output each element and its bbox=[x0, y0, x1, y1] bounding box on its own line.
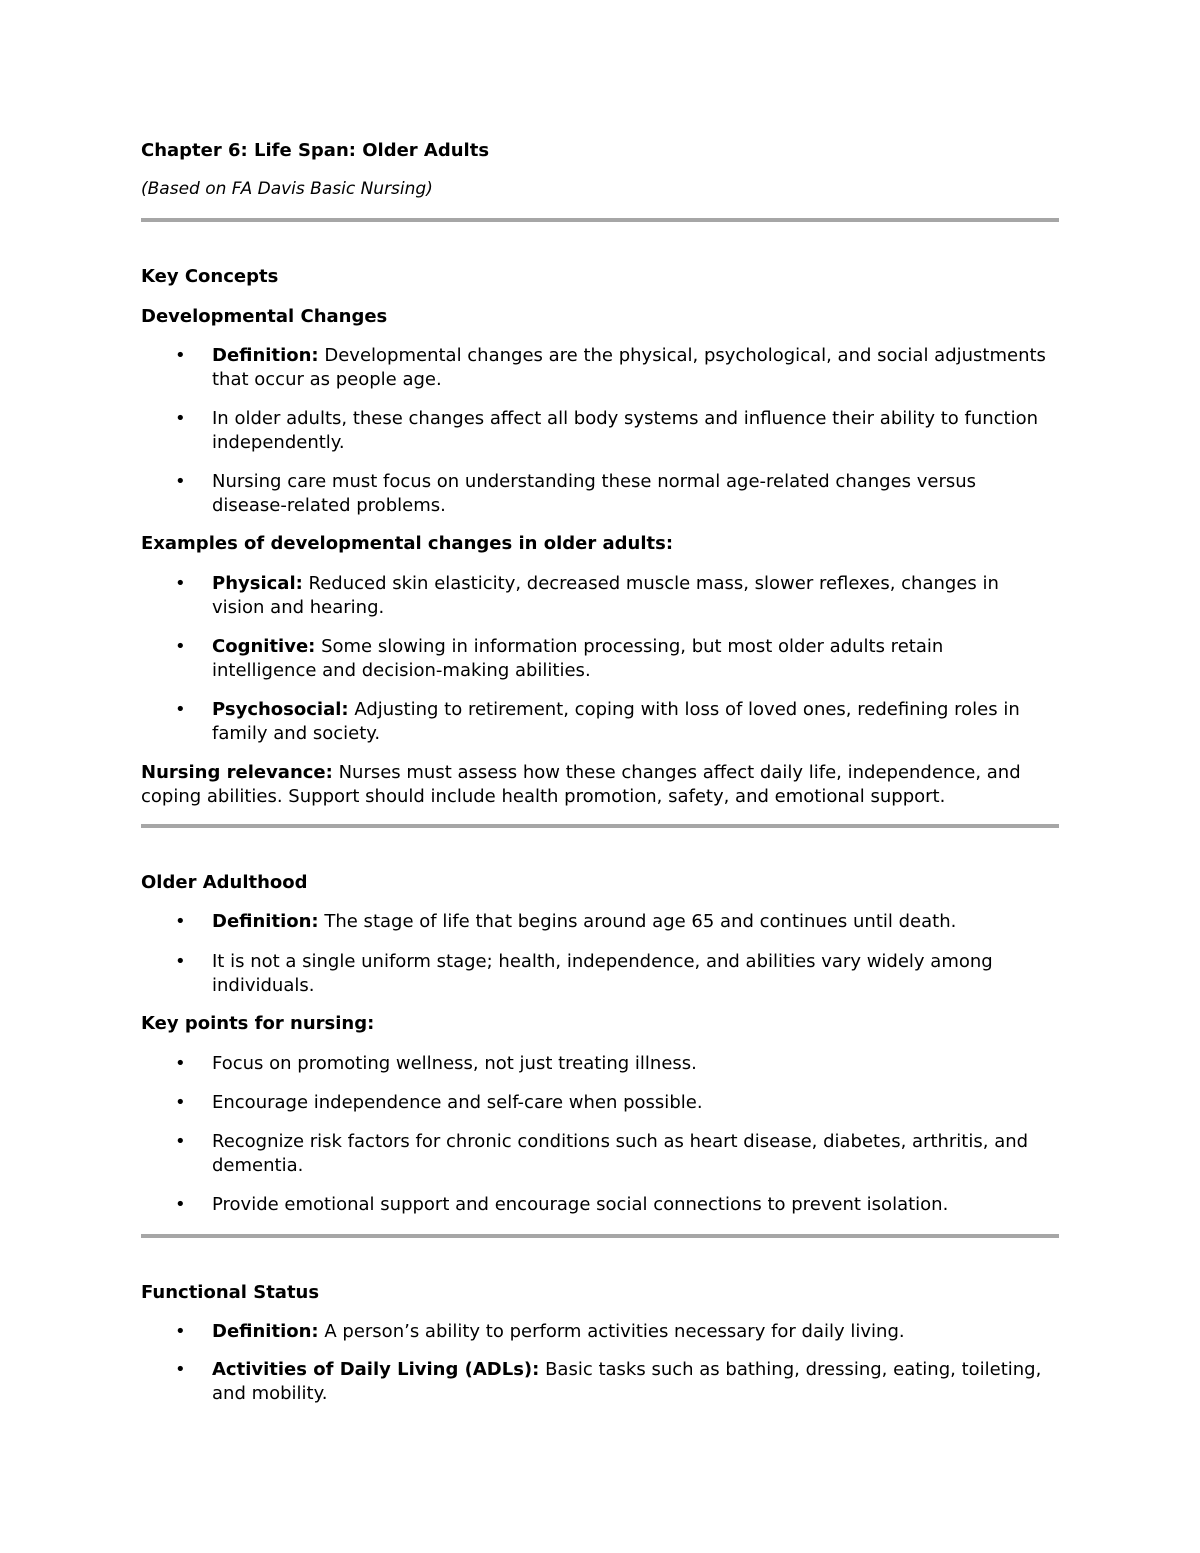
document-title: Chapter 6: Life Span: Older Adults bbox=[141, 140, 490, 161]
list-item-text: Adjusting to retirement, coping with loss of loved ones, redefining roles in family and society. bbox=[212, 699, 1020, 744]
bullet-icon: • bbox=[175, 699, 186, 720]
section-heading-functional-status: Functional Status bbox=[141, 1282, 320, 1303]
list-item-text: Recognize risk factors for chronic conditions such as heart disease, diabetes, arthritis, and dementia. bbox=[212, 1131, 1029, 1176]
list-item-label: Activities of Daily Living (ADLs): bbox=[212, 1359, 540, 1380]
subheading-key-points: Key points for nursing: bbox=[141, 1013, 375, 1034]
list-item-text: The stage of life that begins around age 65 and continues until death. bbox=[318, 911, 957, 932]
bullet-icon: • bbox=[175, 1321, 186, 1342]
section-heading-older-adulthood: Older Adulthood bbox=[141, 872, 308, 893]
bullet-icon: • bbox=[175, 1359, 186, 1380]
section-heading-key-concepts: Key Concepts bbox=[141, 266, 279, 287]
section-divider bbox=[141, 218, 1059, 222]
bullet-icon: • bbox=[175, 573, 186, 594]
subheading-examples: Examples of developmental changes in older adults: bbox=[141, 533, 674, 554]
list-item-text: Developmental changes are the physical, psychological, and social adjustments that occur as people age. bbox=[212, 345, 1046, 390]
bullet-icon: • bbox=[175, 1131, 186, 1152]
bullet-icon: • bbox=[175, 471, 186, 492]
list-item-text: Reduced skin elasticity, decreased muscle mass, slower reflexes, changes in vision and hearing. bbox=[212, 573, 999, 618]
list-item-text: Provide emotional support and encourage social connections to prevent isolation. bbox=[212, 1194, 949, 1215]
section-divider bbox=[141, 1234, 1059, 1238]
list-item-text: Focus on promoting wellness, not just treating illness. bbox=[212, 1053, 697, 1074]
nursing-relevance-paragraph bbox=[141, 761, 1051, 809]
list-item-label: Definition: bbox=[212, 345, 319, 366]
list-item-text: Nursing care must focus on understanding these normal age-related changes versus disease-related problems. bbox=[212, 471, 977, 516]
bullet-icon: • bbox=[175, 1053, 186, 1074]
bullet-icon: • bbox=[175, 951, 186, 972]
bullet-icon: • bbox=[175, 636, 186, 657]
list-item-label: Definition: bbox=[212, 1321, 319, 1342]
list-item-text: In older adults, these changes affect all body systems and influence their ability to function independently. bbox=[212, 408, 1039, 453]
list-item-label: Cognitive: bbox=[212, 636, 316, 657]
list-item-label: Psychosocial: bbox=[212, 699, 349, 720]
bullet-icon: • bbox=[175, 345, 186, 366]
bullet-icon: • bbox=[175, 1194, 186, 1215]
list-item-text: Basic tasks such as bathing, dressing, eating, toileting, and mobility. bbox=[212, 1359, 1042, 1404]
subheading-developmental-changes: Developmental Changes bbox=[141, 306, 388, 327]
list-item-label: Physical: bbox=[212, 573, 303, 594]
list-item-text: It is not a single uniform stage; health, independence, and abilities vary widely among individuals. bbox=[212, 951, 993, 996]
paragraph-text: Nurses must assess how these changes affect daily life, independence, and coping abilities. Support should include health promotion, safety, and emotional support. bbox=[141, 762, 1021, 807]
list-item-text: Some slowing in information processing, but most older adults retain intelligence and decision-making abilities. bbox=[212, 636, 944, 681]
list-item-text: Encourage independence and self-care when possible. bbox=[212, 1092, 703, 1113]
list-item-label: Definition: bbox=[212, 911, 319, 932]
paragraph-label: Nursing relevance: bbox=[141, 762, 333, 783]
section-divider bbox=[141, 824, 1059, 828]
bullet-icon: • bbox=[175, 911, 186, 932]
bullet-icon: • bbox=[175, 1092, 186, 1113]
list-item-text: A person’s ability to perform activities necessary for daily living. bbox=[318, 1321, 905, 1342]
bullet-icon: • bbox=[175, 408, 186, 429]
document-subtitle: (Based on FA Davis Basic Nursing) bbox=[141, 179, 433, 199]
